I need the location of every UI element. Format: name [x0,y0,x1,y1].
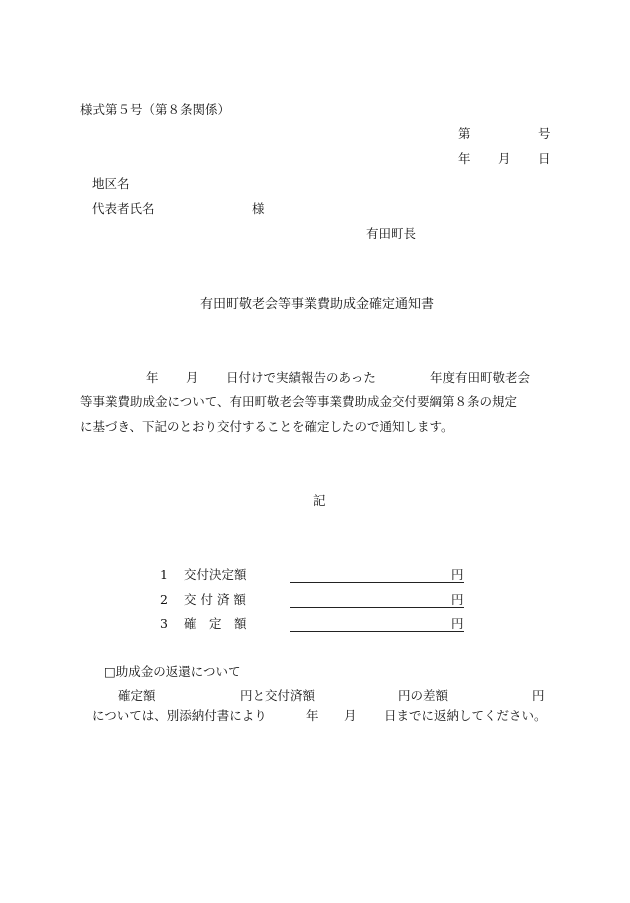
sender-name: 有田町長 [366,226,417,241]
item-3-number: 3 [160,616,168,631]
doc-number-prefix: 第 [458,126,471,141]
item-1-number: 1 [160,567,168,582]
item-1-label: 交付決定額 [184,567,247,582]
item-3-unit: 円 [451,616,464,631]
refund-checkbox-label[interactable]: □助成金の返還について [104,664,241,679]
item-2-label: 交 付 済 額 [184,592,246,607]
ki-mark: 記 [313,493,326,508]
body-line1-end: 年度有田町敬老会 [430,370,531,385]
doc-number-suffix: 号 [538,126,551,141]
item-3-amount-field[interactable] [290,617,464,632]
date-month-label: 月 [498,151,511,166]
refund-yen-and-paid: 円と交付済額 [240,688,316,703]
refund-line2-month: 月 [344,708,357,723]
item-2-unit: 円 [451,592,464,607]
item-2-amount-field[interactable] [290,593,464,608]
refund-yen-end: 円 [532,688,545,703]
item-3-label: 確 定 額 [184,616,247,631]
representative-label: 代表者氏名 [92,201,155,216]
refund-line2-end: 日までに返納してください。 [384,708,547,723]
document-title: 有田町敬老会等事業費助成金確定通知書 [200,297,435,312]
honorific: 様 [252,201,265,216]
body-month: 月 [186,370,199,385]
refund-yen-diff: 円の差額 [398,688,449,703]
body-line1-mid: 日付けで実績報告のあった [226,370,376,385]
item-1-unit: 円 [451,567,464,582]
refund-confirmed-label: 確定額 [118,688,156,703]
refund-line2-start: については、別添納付書により [92,708,267,723]
item-2-number: 2 [160,592,168,607]
body-year: 年 [146,370,159,385]
refund-line2-year: 年 [306,708,319,723]
body-line2: 等事業費助成金について、有田町敬老会等事業費助成金交付要綱第８条の規定 [80,394,518,409]
date-year-label: 年 [458,151,471,166]
body-line3: に基づき、下記のとおり交付することを確定したので通知します。 [80,419,454,434]
form-number: 様式第５号（第８条関係） [80,102,231,117]
date-day-label: 日 [538,151,551,166]
district-label: 地区名 [92,176,130,191]
item-1-amount-field[interactable] [290,568,464,583]
